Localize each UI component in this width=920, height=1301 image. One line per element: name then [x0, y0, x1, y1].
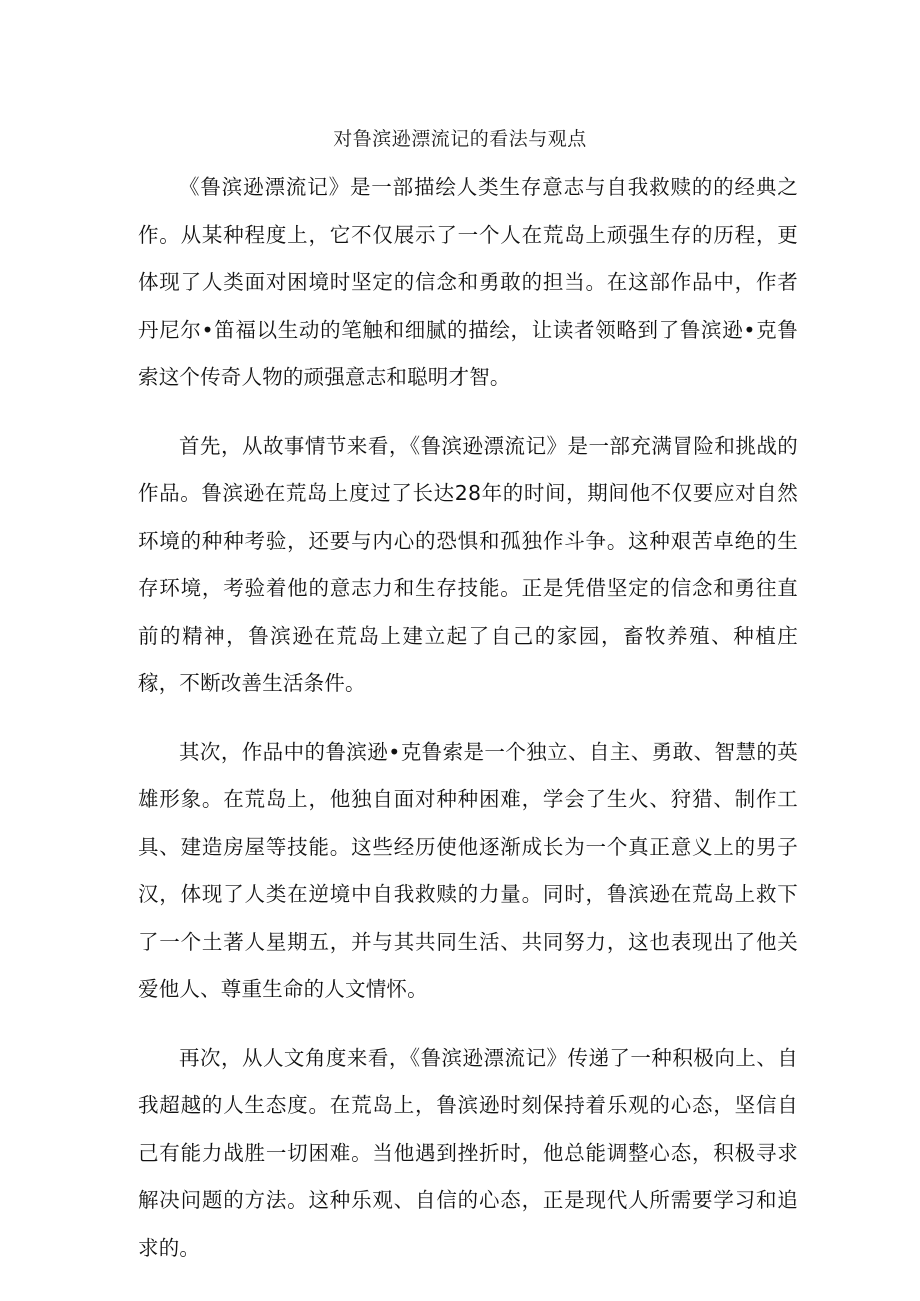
paragraph-character: 其次，作品中的鲁滨逊•克鲁索是一个独立、自主、勇敢、智慧的英雄形象。在荒岛上，他独自面对种种困难，学会了生火、狩猎、制作工具、建造房屋等技能。这些经历使他逐渐成长为一个真正意义上的男子汉，体现了人类在逆境中自我救赎的力量。同时，鲁滨逊在荒岛上救下了一个土著人星期五，并与其共同生活、共同努力，这也表现出了他关爱他人、尊重生命的人文情怀。 [138, 739, 798, 1001]
document-body [138, 164, 798, 1272]
paragraph-plot: 首先，从故事情节来看，《鲁滨逊漂流记》是一部充满冒险和挑战的作品。鲁滨逊在荒岛上度过了长达28年的时间，期间他不仅要应对自然环境的种种考验，还要与内心的恐惧和孤独作斗争。这种艰苦卓绝的生存环境，考验着他的意志力和生存技能。正是凭借坚定的信念和勇往直前的精神，鲁滨逊在荒岛上建立起了自己的家园，畜牧养殖、种植庄稼，不断改善生活条件。 [138, 433, 798, 695]
paragraph-humanism: 再次，从人文角度来看，《鲁滨逊漂流记》传递了一种积极向上、自我超越的人生态度。在荒岛上，鲁滨逊时刻保持着乐观的心态，坚信自己有能力战胜一切困难。当他遇到挫折时，他总能调整心态，积极寻求解决问题的方法。这种乐观、自信的心态，正是现代人所需要学习和追求的。 [138, 1045, 798, 1260]
paragraph-intro: 《鲁滨逊漂流记》是一部描绘人类生存意志与自我救赎的的经典之作。从某种程度上，它不仅展示了一个人在荒岛上顽强生存的历程，更体现了人类面对困境时坚定的信念和勇敢的担当。在这部作品中，作者丹尼尔•笛福以生动的笔触和细腻的描绘，让读者领略到了鲁滨逊•克鲁索这个传奇人物的顽强意志和聪明才智。 [138, 175, 798, 389]
document-title: 对鲁滨逊漂流记的看法与观点 [333, 128, 587, 150]
